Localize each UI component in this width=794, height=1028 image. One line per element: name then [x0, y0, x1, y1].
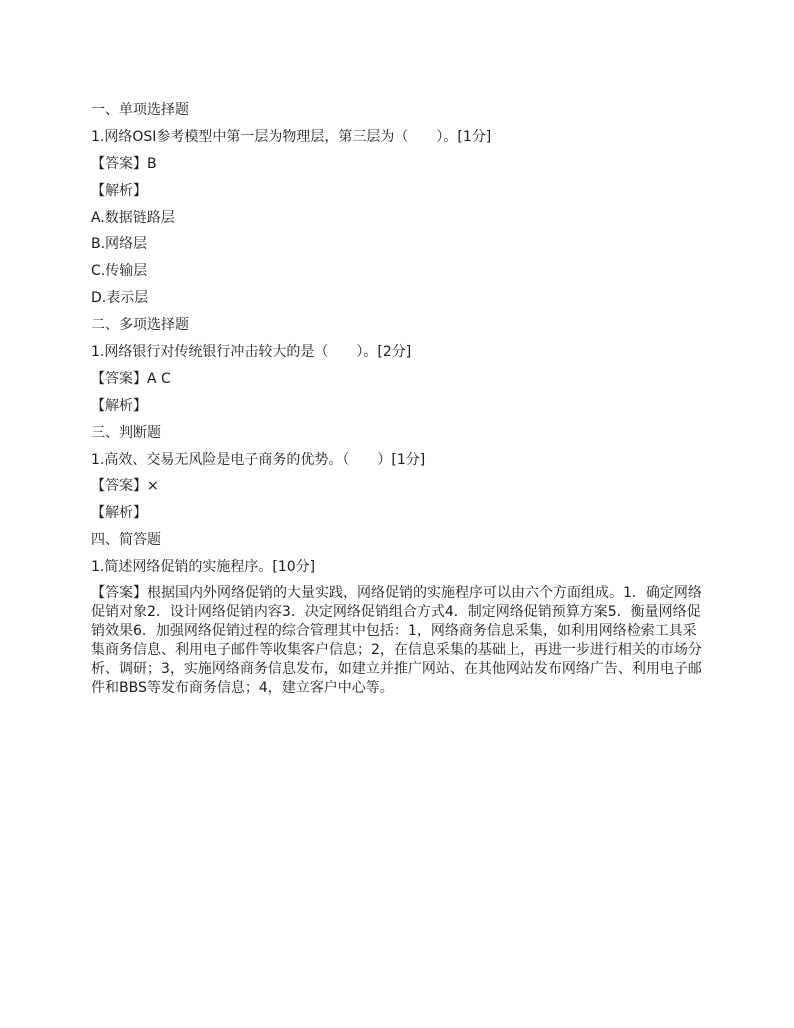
answer-value: B [147, 155, 157, 172]
answer-value: × [147, 478, 159, 495]
answer-tag: 【答案】 [91, 478, 147, 495]
option-a: A.数据链路层 [91, 209, 175, 226]
exam-document [91, 100, 711, 698]
section-heading-single-choice: 一、单项选择题 [91, 102, 189, 118]
analysis-tag: 【解析】 [91, 397, 147, 414]
answer-paragraph [91, 584, 703, 698]
answer-value: 根据国内外网络促销的大量实践，网络促销的实施程序可以由六个方面组成。1．确定网络促销对象2．设计网络促销内容3．决定网络促销组合方式4．制定网络促销预算方案5．衡量网络促销效果6．加强网络促销过程的综合管理其中包括：1，网络商务信息采集，如利用网络检索工具采集商务信息、利用电子邮件等收集客户信息；2，在信息采集的基础上，再进一步进行相关的市场分析、调研；3，实施网络商务信息发布，如建立并推广网站、在其他网站发布网络广告、利用电子邮件和BBS等发布商务信息；4，建立客户中心等。 [91, 585, 702, 697]
question-text: 1.网络OSI参考模型中第一层为物理层，第三层为（ ）。[1分] [91, 128, 492, 145]
question-text: 1.简述网络促销的实施程序。[10分] [91, 559, 316, 576]
option-c: C.传输层 [91, 263, 148, 280]
answer-line [91, 476, 711, 496]
answer-value: A C [147, 370, 171, 387]
analysis-tag: 【解析】 [91, 182, 147, 199]
section-heading-multiple-choice: 二、多项选择题 [91, 317, 189, 334]
answer-tag: 【答案】 [91, 585, 147, 602]
section-heading-true-false: 三、判断题 [91, 424, 161, 441]
answer-line [91, 369, 711, 389]
section-heading-short-answer: 四、简答题 [91, 532, 161, 549]
question-text: 1.高效、交易无风险是电子商务的优势。（ ）[1分] [91, 451, 426, 468]
option-b: B.网络层 [91, 236, 148, 253]
answer-line [91, 154, 711, 174]
answer-tag: 【答案】 [91, 155, 147, 172]
question-text: 1.网络银行对传统银行冲击较大的是（ ）。[2分] [91, 344, 412, 361]
option-d: D.表示层 [91, 290, 149, 307]
answer-tag: 【答案】 [91, 370, 147, 387]
analysis-tag: 【解析】 [91, 505, 147, 522]
